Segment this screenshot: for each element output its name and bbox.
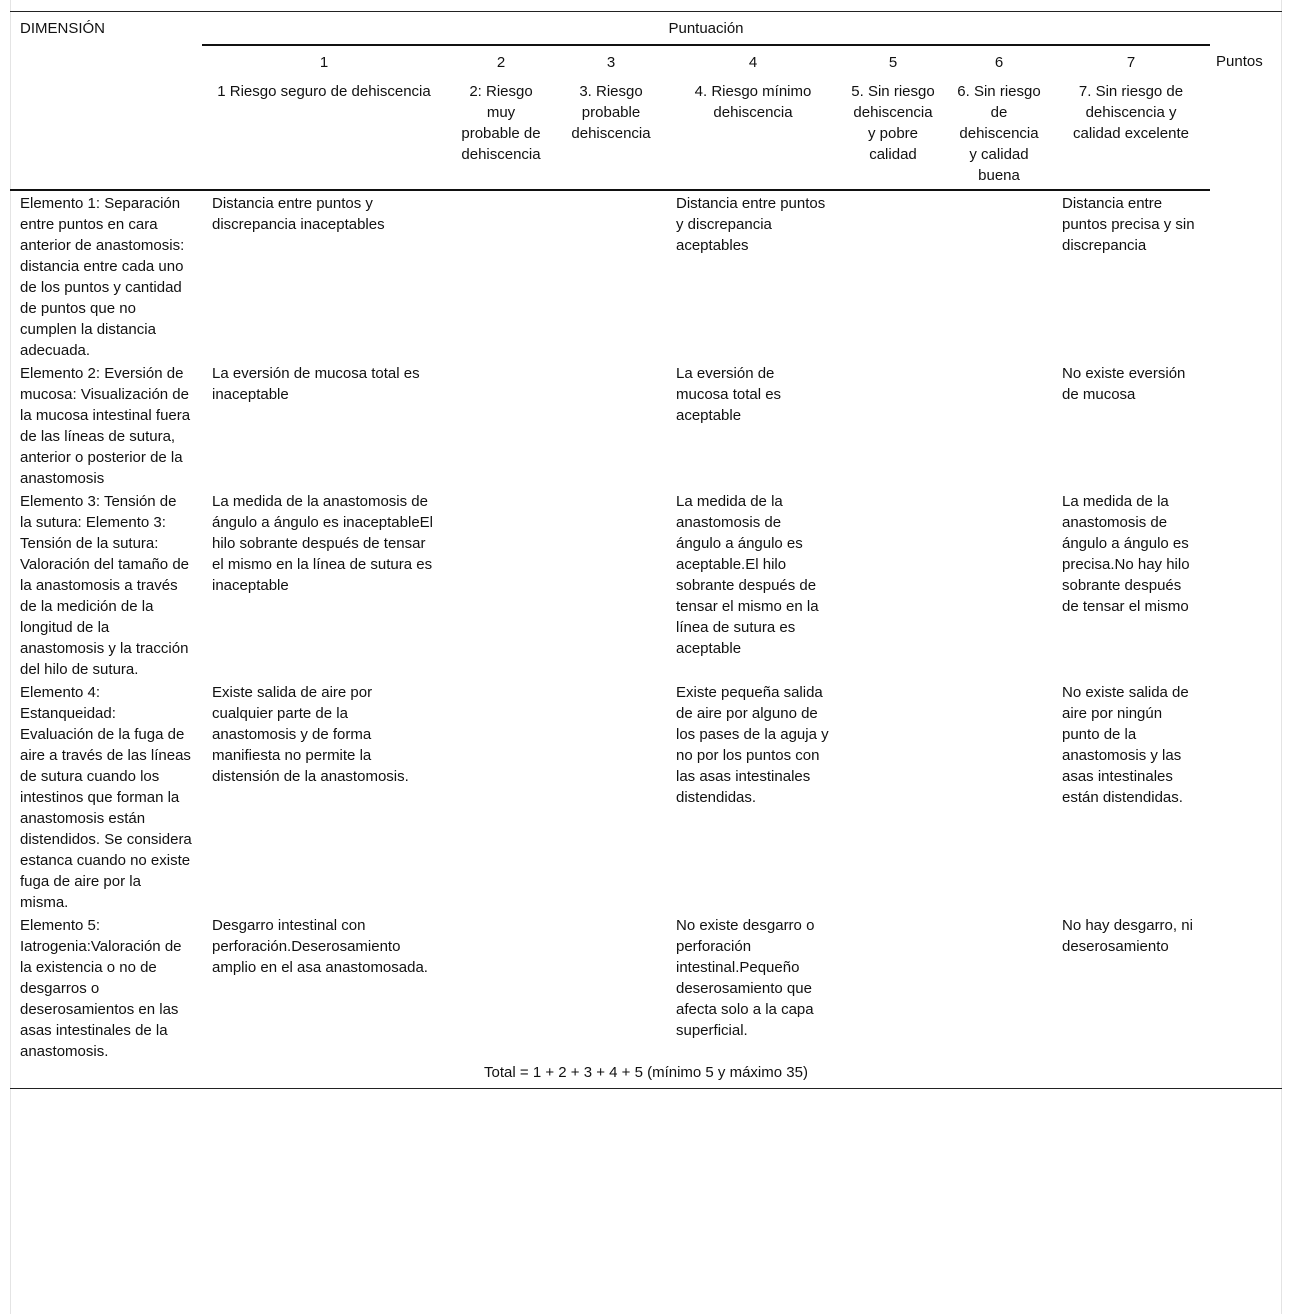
score7-cell: Distancia entre puntos precisa y sin discrepancia [1062, 195, 1195, 254]
score-number-4: 4 [748, 54, 758, 71]
score1-cell: Desgarro intestinal con perforación.Deserosamiento amplio en el asa anastomosada. [212, 917, 428, 976]
score1-cell: La medida de la anastomosis de ángulo a ángulo es inaceptableEl hilo sobrante después de tensar el mismo en la línea de sutura es inaceptable [212, 493, 434, 594]
score-description-1: 1 Riesgo seguro de dehiscencia [202, 81, 446, 190]
dimension-cell: Elemento 3: Tensión de la sutura: Elemento 3: Tensión de la sutura: Valoración del tamaño de la anastomosis a través de la medición de la longitud de la anastomosis y la tracción del hilo de sutura. [20, 493, 189, 678]
score4-cell: Existe pequeña salida de aire por alguno de los pases de la aguja y no por los puntos con las asas intestinales distendidas. [676, 684, 829, 806]
dimension-cell: Elemento 4: Estanqueidad: Evaluación de la fuga de aire a través de las líneas de sutura cuando los intestinos que forman la anastomosis están distendidos. Se considera estanca cuando no existe fuga de aire por la misma. [20, 684, 192, 911]
score-number-7: 7 [1126, 54, 1136, 71]
puntuacion-header: Puntuación [202, 12, 1210, 46]
score7-cell: No existe salida de aire por ningún punto de la anastomosis y las asas intestinales están distendidas. [1062, 684, 1189, 806]
table-row [10, 489, 1282, 680]
score-number-5: 5 [888, 54, 898, 71]
score4-cell: No existe desgarro o perforación intestinal.Pequeño deserosamiento que afecta solo a la capa superficial. [676, 917, 815, 1039]
score-number-1: 1 [319, 54, 329, 71]
score1-cell: Distancia entre puntos y discrepancia inaceptables [212, 195, 385, 233]
score7-cell: La medida de la anastomosis de ángulo a ángulo es precisa.No hay hilo sobrante después de tensar el mismo [1062, 493, 1190, 615]
dimension-cell: Elemento 1: Separación entre puntos en cara anterior de anastomosis: distancia entre cada uno de los puntos y cantidad de puntos que no cumplen la distancia adecuada. [20, 195, 185, 359]
score7-cell: No hay desgarro, ni deserosamiento [1062, 917, 1193, 955]
score-number-3: 3 [606, 54, 616, 71]
dimension-cell: Elemento 2: Eversión de mucosa: Visualización de la mucosa intestinal fuera de las líneas de sutura, anterior o posterior de la anastomosis [20, 365, 191, 487]
table-row [10, 361, 1282, 489]
score4-cell: La eversión de mucosa total es aceptable [676, 365, 782, 424]
score-description-2: 2: Riesgo muy probable de dehiscencia [446, 81, 556, 190]
score-description-5: 5. Sin riesgo dehiscencia y pobre calidad [840, 81, 946, 190]
puntos-header: Puntos [1216, 53, 1263, 70]
scoring-table [10, 11, 1282, 1089]
score-description-4: 4. Riesgo mínimo dehiscencia [666, 81, 840, 190]
score-description-7: 7. Sin riesgo de dehiscencia y calidad excelente [1052, 81, 1210, 190]
score-number-6: 6 [994, 54, 1004, 71]
score4-cell: La medida de la anastomosis de ángulo a ángulo es aceptable.El hilo sobrante después de tensar el mismo en la línea de sutura es aceptable [676, 493, 819, 657]
dimension-cell: Elemento 5: Iatrogenia:Valoración de la existencia o no de desgarros o deserosamientos en las asas intestinales de la anastomosis. [20, 917, 182, 1060]
table-row [10, 680, 1282, 913]
score-description-3: 3. Riesgo probable dehiscencia [556, 81, 666, 190]
score7-cell: No existe eversión de mucosa [1062, 365, 1186, 403]
score4-cell: Distancia entre puntos y discrepancia aceptables [676, 195, 826, 254]
score-description-6: 6. Sin riesgo de dehiscencia y calidad buena [946, 81, 1052, 190]
total-formula: Total = 1 + 2 + 3 + 4 + 5 (mínimo 5 y máximo 35) [484, 1064, 808, 1081]
score1-cell: La eversión de mucosa total es inaceptable [212, 365, 420, 403]
table-row [10, 913, 1282, 1062]
table-row [10, 190, 1282, 361]
score-number-2: 2 [496, 54, 506, 71]
score1-cell: Existe salida de aire por cualquier parte de la anastomosis y de forma manifiesta no permite la distensión de la anastomosis. [212, 684, 409, 785]
dimension-header: DIMENSIÓN [20, 20, 106, 37]
